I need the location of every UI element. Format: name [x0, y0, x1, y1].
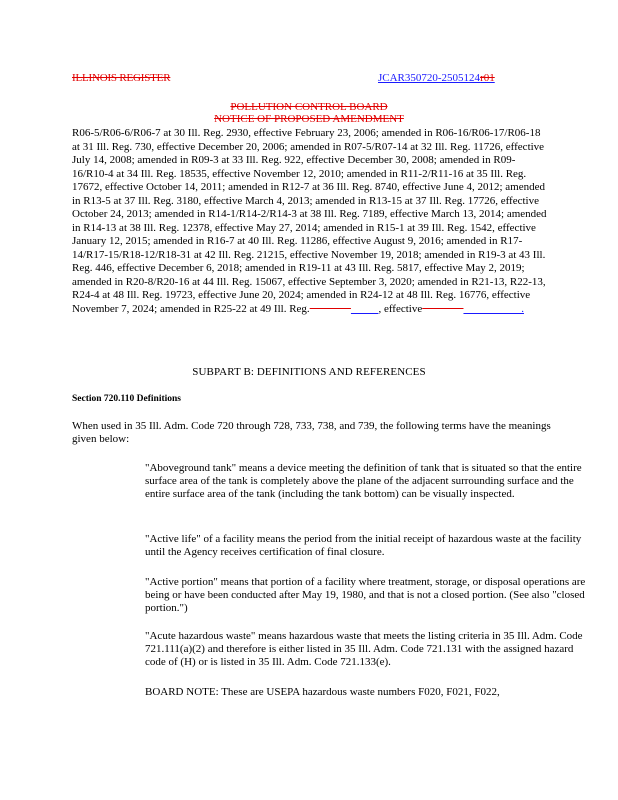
section-heading: Section 720.110 Definitions — [72, 394, 181, 404]
history-text: R06-5/R06-6/R06-7 at 30 Ill. Reg. 2930, effective February 23, 2006; amended in R06-16/R06-17/R06-18 at 31 Ill. Reg. 730, effective December 20, 2006; amended in R07-5/R07-14 at 32 Ill. Reg. 11726, effective July 14, 2008; amended in R09-3 at 33 Ill. Reg. 922, effective December 30, 2008; amended in R09-16/R10-4 at 34 Ill. Reg. 18535, effective November 12, 2010; amended in R11-2/R11-16 at 35 Ill. Reg. 17672, effective October 14, 2011; amended in R12-7 at 36 Ill. Reg. 8740, effective June 4, 2012; amended in R13-5 at 37 Ill. Reg. 3180, effective March 4, 2013; amended in R13-15 at 37 Ill. Reg. 17726, effective October 24, 2013; amended in R14-1/R14-2/R14-3 at 38 Ill. Reg. 7189, effective March 13, 2014; amended in R14-13 at 38 Ill. Reg. 12378, effective May 27, 2014; amended in R15-1 at 39 Ill. Reg. 1542, effective January 12, 2015; amended in R16-7 at 40 Ill. Reg. 11286, effective August 9, 2016; amended in R17-14/R17-15/R18-12/R18-31 at 42 Ill. Reg. 21215, effective November 19, 2018; amended in R19-3 at 43 Ill. Reg. 446, effective December 6, 2018; amended in R19-11 at 43 Ill. Reg. 5817, effective May 2, 2019; amended in R20-8/R20-16 at 44 Ill. Reg. 15067, effective September 3, 2020; amended in R21-13, R22-13, R24-4 at 48 Ill. Reg. 19723, effective June 20, 2024; amended in R24-12 at 48 Ill. Reg. 16776, effective November 7, 2024; amended in R25-22 at 49 Ill. Reg. — [72, 127, 547, 315]
definition-active-life: "Active life" of a facility means the period from the initial receipt of hazardous waste at the facility until the Agency receives certification of final closure. — [145, 533, 582, 559]
definition-acute-hazardous-waste: "Acute hazardous waste" means hazardous waste that meets the listing criteria in 35 Ill. Adm. Code 721.111(a)(2) and therefore is either listed in 35 Ill. Adm. Code 721.131 with the assigned hazard code of (H) or is listed in 35 Ill. Adm. Code 721.133(e). — [145, 630, 583, 669]
inserted-blank-2: . — [463, 302, 524, 315]
intro-paragraph: When used in 35 Ill. Adm. Code 720 through 728, 733, 738, and 739, the following terms have the meanings given below: — [72, 420, 551, 445]
notice-title: NOTICE OF PROPOSED AMENDMENT — [214, 113, 404, 125]
definition-active-portion: "Active portion" means that portion of a facility where treatment, storage, or disposal operations are being or have been conducted after May 19, 1980, and that is not a closed portion. (See also "closed portion.") — [145, 576, 586, 615]
inserted-blank — [351, 303, 379, 315]
deleted-blank — [310, 303, 351, 315]
definition-aboveground-tank: "Aboveground tank" means a device meeting the definition of tank that is situated so that the entire surface area of the tank is completely above the plane of the adjacent surrounding surface and the entire surface area of the tank (including the tank bottom) can be visually inspected. — [145, 462, 582, 501]
jcar-code-deleted: r01 — [480, 72, 495, 84]
jcar-code-inserted: JCAR350720-2505124 — [378, 72, 481, 84]
board-note: BOARD NOTE: These are USEPA hazardous waste numbers F020, F021, F022, — [145, 686, 500, 698]
source-history — [72, 127, 547, 316]
register-header: ILLINOIS REGISTER — [72, 72, 171, 84]
jcar-code — [378, 72, 495, 84]
subpart-heading: SUBPART B: DEFINITIONS AND REFERENCES — [192, 366, 426, 378]
board-title: POLLUTION CONTROL BOARD — [230, 101, 388, 113]
deleted-blank-2 — [422, 303, 463, 315]
effective-label: , effective — [378, 302, 423, 315]
